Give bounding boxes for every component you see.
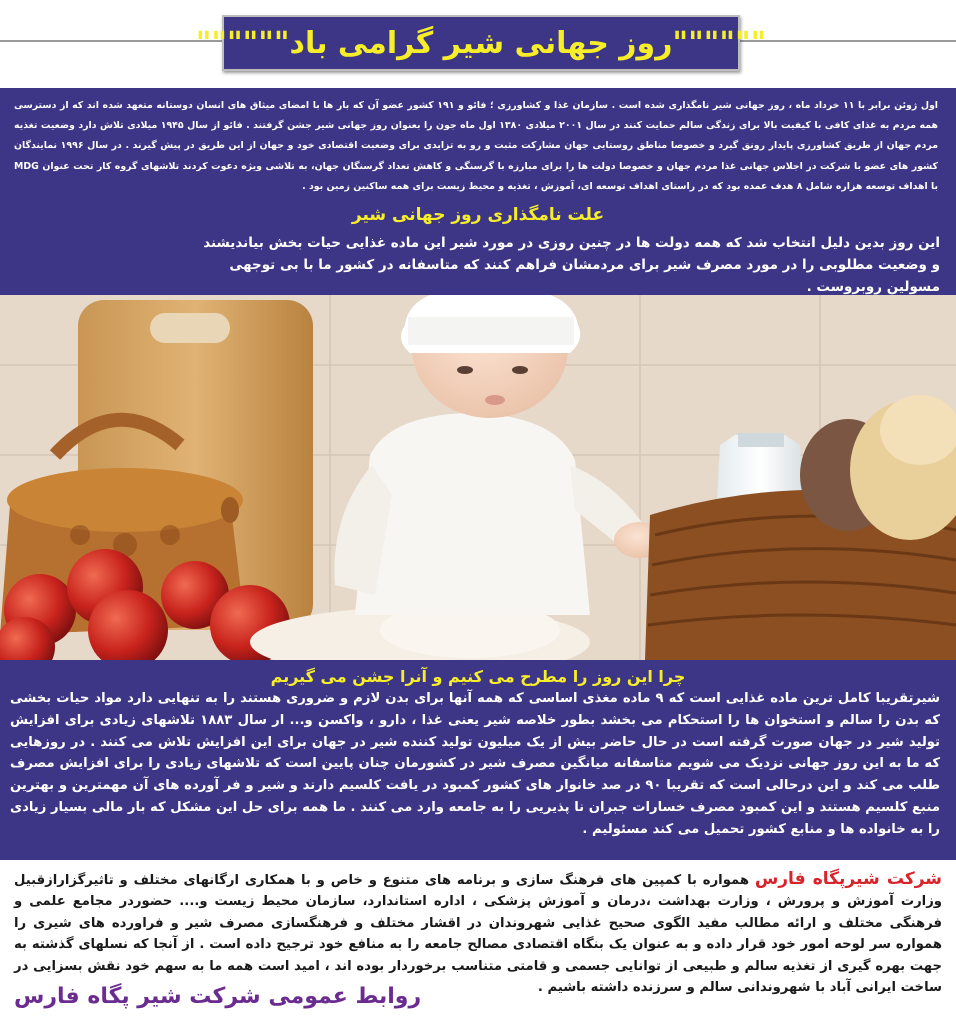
company-paragraph [14, 869, 942, 998]
company-name: شرکت شیرپگاه فارس [754, 869, 942, 889]
section1-paragraph: این روز بدین دلیل انتخاب شد که همه دولت ها در چنین روزی در مورد شیر این ماده غذایی حیات بخش بیاندیشند و وضعیت مطلوبی را در مورد مصرف شیر برای مردمشان فراهم کنند که متاسفانه در کشور ما با بی توجهی مسولین روبروست . [203, 235, 940, 295]
baby-baker-illustration [0, 295, 956, 660]
intro-paragraph: اول ژوئن برابر با ۱۱ خرداد ماه ، روز جهانی شیر نامگذاری شده است . سازمان غذا و کشاورزی ؛ فائو و ۱۹۱ کشور عضو آن که بار ها با امضای میثاق های انسان دوستانه متعهد شده اند که از دسترسی همه مردم به غذای کافی با کیفیت بالا برای زندگی سالم حمایت کنند در سال ۲۰۰۱ میلادی ۱۳۸۰ اول ماه جون را بعنوان روز جهانی شیر جشن گرفتند . فائو از سال ۱۹۴۵ میلادی تلاش دارد وضعیت تغذیه مردم جهان از طریق کشاورزی پایدار رونق گیرد و خصوصا مناطق روستایی جهان مشارکت مثبت و رو به تزایدی برای وضعیت اقتصادی خود و جهان از این طریق در پیش گیرند . در سال ۱۹۹۶ نمایندگان کشور های عضو با شرکت در اجلاس جهانی غذا مردم جهان و خصوصا دولت ها را برای مبارزه با گرسنگی و کاهش تعداد گرسنگان جهان، به تلاشی ویژه دعوت کردند تلاشهای گروه کار تحت عنوان MDG با اهداف توسعه هزاره شامل ۸ هدف عمده بود که در راستای اهداف توسعه ای، آموزش ، تغذیه و محیط زیست برای همه ساکنین زمین بود . [14, 100, 939, 192]
signature: روابط عمومی شرکت شیر پگاه فارس [14, 984, 422, 1009]
company-body: همواره با کمپین های فرهنگ سازی و برنامه های متنوع و خاص و با همکاری ارگانهای مختلف و تاثیرگزارازقبیل وزارت آموزش و پرورش ، وزارت بهداشت ،درمان و آموزش پزشکی ، اداره استاندارد، سازمان محیط زیست و.... حضوردر مجامع علمی و فرهنگی مختلف و ارائه مطالب مفید الگوی صحیح غذایی شهروندان در اقشار مختلف و فرهنگسازی مصرف شیر و فراورده های شیری را همواره سر لوحه امور خود قرار داده و به عنوان یک بنگاه اقتصادی مصالح جامعه را به منافع خود ترجیح داده است . از آنجا که نسلهای گذشته به جهت بهره گیری از تغذیه سالم و طبیعی از توانایی جسمی و قامتی متناسب برخوردار بوده اند ، امید است همه ما به سهم خود نقش بسزایی در ساخت ایرانی آباد با شهروندانی سالم و سرزنده داشته باشیم . [14, 873, 942, 996]
title-banner [195, 15, 767, 71]
section1-heading: علت نامگذاری روز جهانی شیر [351, 205, 605, 225]
section2-paragraph: شیرتقریبا کامل ترین ماده غذایی است که ۹ ماده مغذی اساسی که همه آنها برای بدن لازم و ضروری هستند را به تنهایی دارد مواد حیات بخشی که بدن را سالم و استخوان ها را استحکام می بخشد بطور خلاصه شیر یعنی غذا ، دارو ، واکسن و... ار سال ۱۸۸۳ تلاشهای زیادی برای افزایش تولید شیر در جهان صورت گرفته است در حال حاضر بیش از یک میلیون تولید کننده شیر در جهان برای این افزایش تلاش می کنند . در روزهایی که ما به این روز جهانی نزدیک می شویم متاسفانه میانگین مصرف شیر در کشورمان چنان پایین است که تلاشهای زیادی را برای افزایش مصرف طلب می کند و این درحالی است که تقریبا ۹۰ در صد خانوار های کشور کمبود در یافت کلسیم دارند و شیر و فر آورده های آن مهمترین و بهترین منبع کلسیم هستند و این کمبود مصرف خسارات جبران نا پذیریی را به جامعه وارد می کنند . ما همه برای حل این مشکل که بار مالی بسیار زیادی را به خانواده ها و منابع کشور تحمیل می کند مسئولیم . [10, 691, 940, 837]
page-title: """"""روز جهانی شیر گرامی باد"""""" [195, 25, 767, 61]
reasons-panel [0, 660, 956, 860]
hero-photo [0, 295, 956, 660]
section2-heading: چرا این روز را مطرح می کنیم و آنرا جشن می گیریم [270, 667, 686, 686]
intro-panel [0, 88, 956, 295]
